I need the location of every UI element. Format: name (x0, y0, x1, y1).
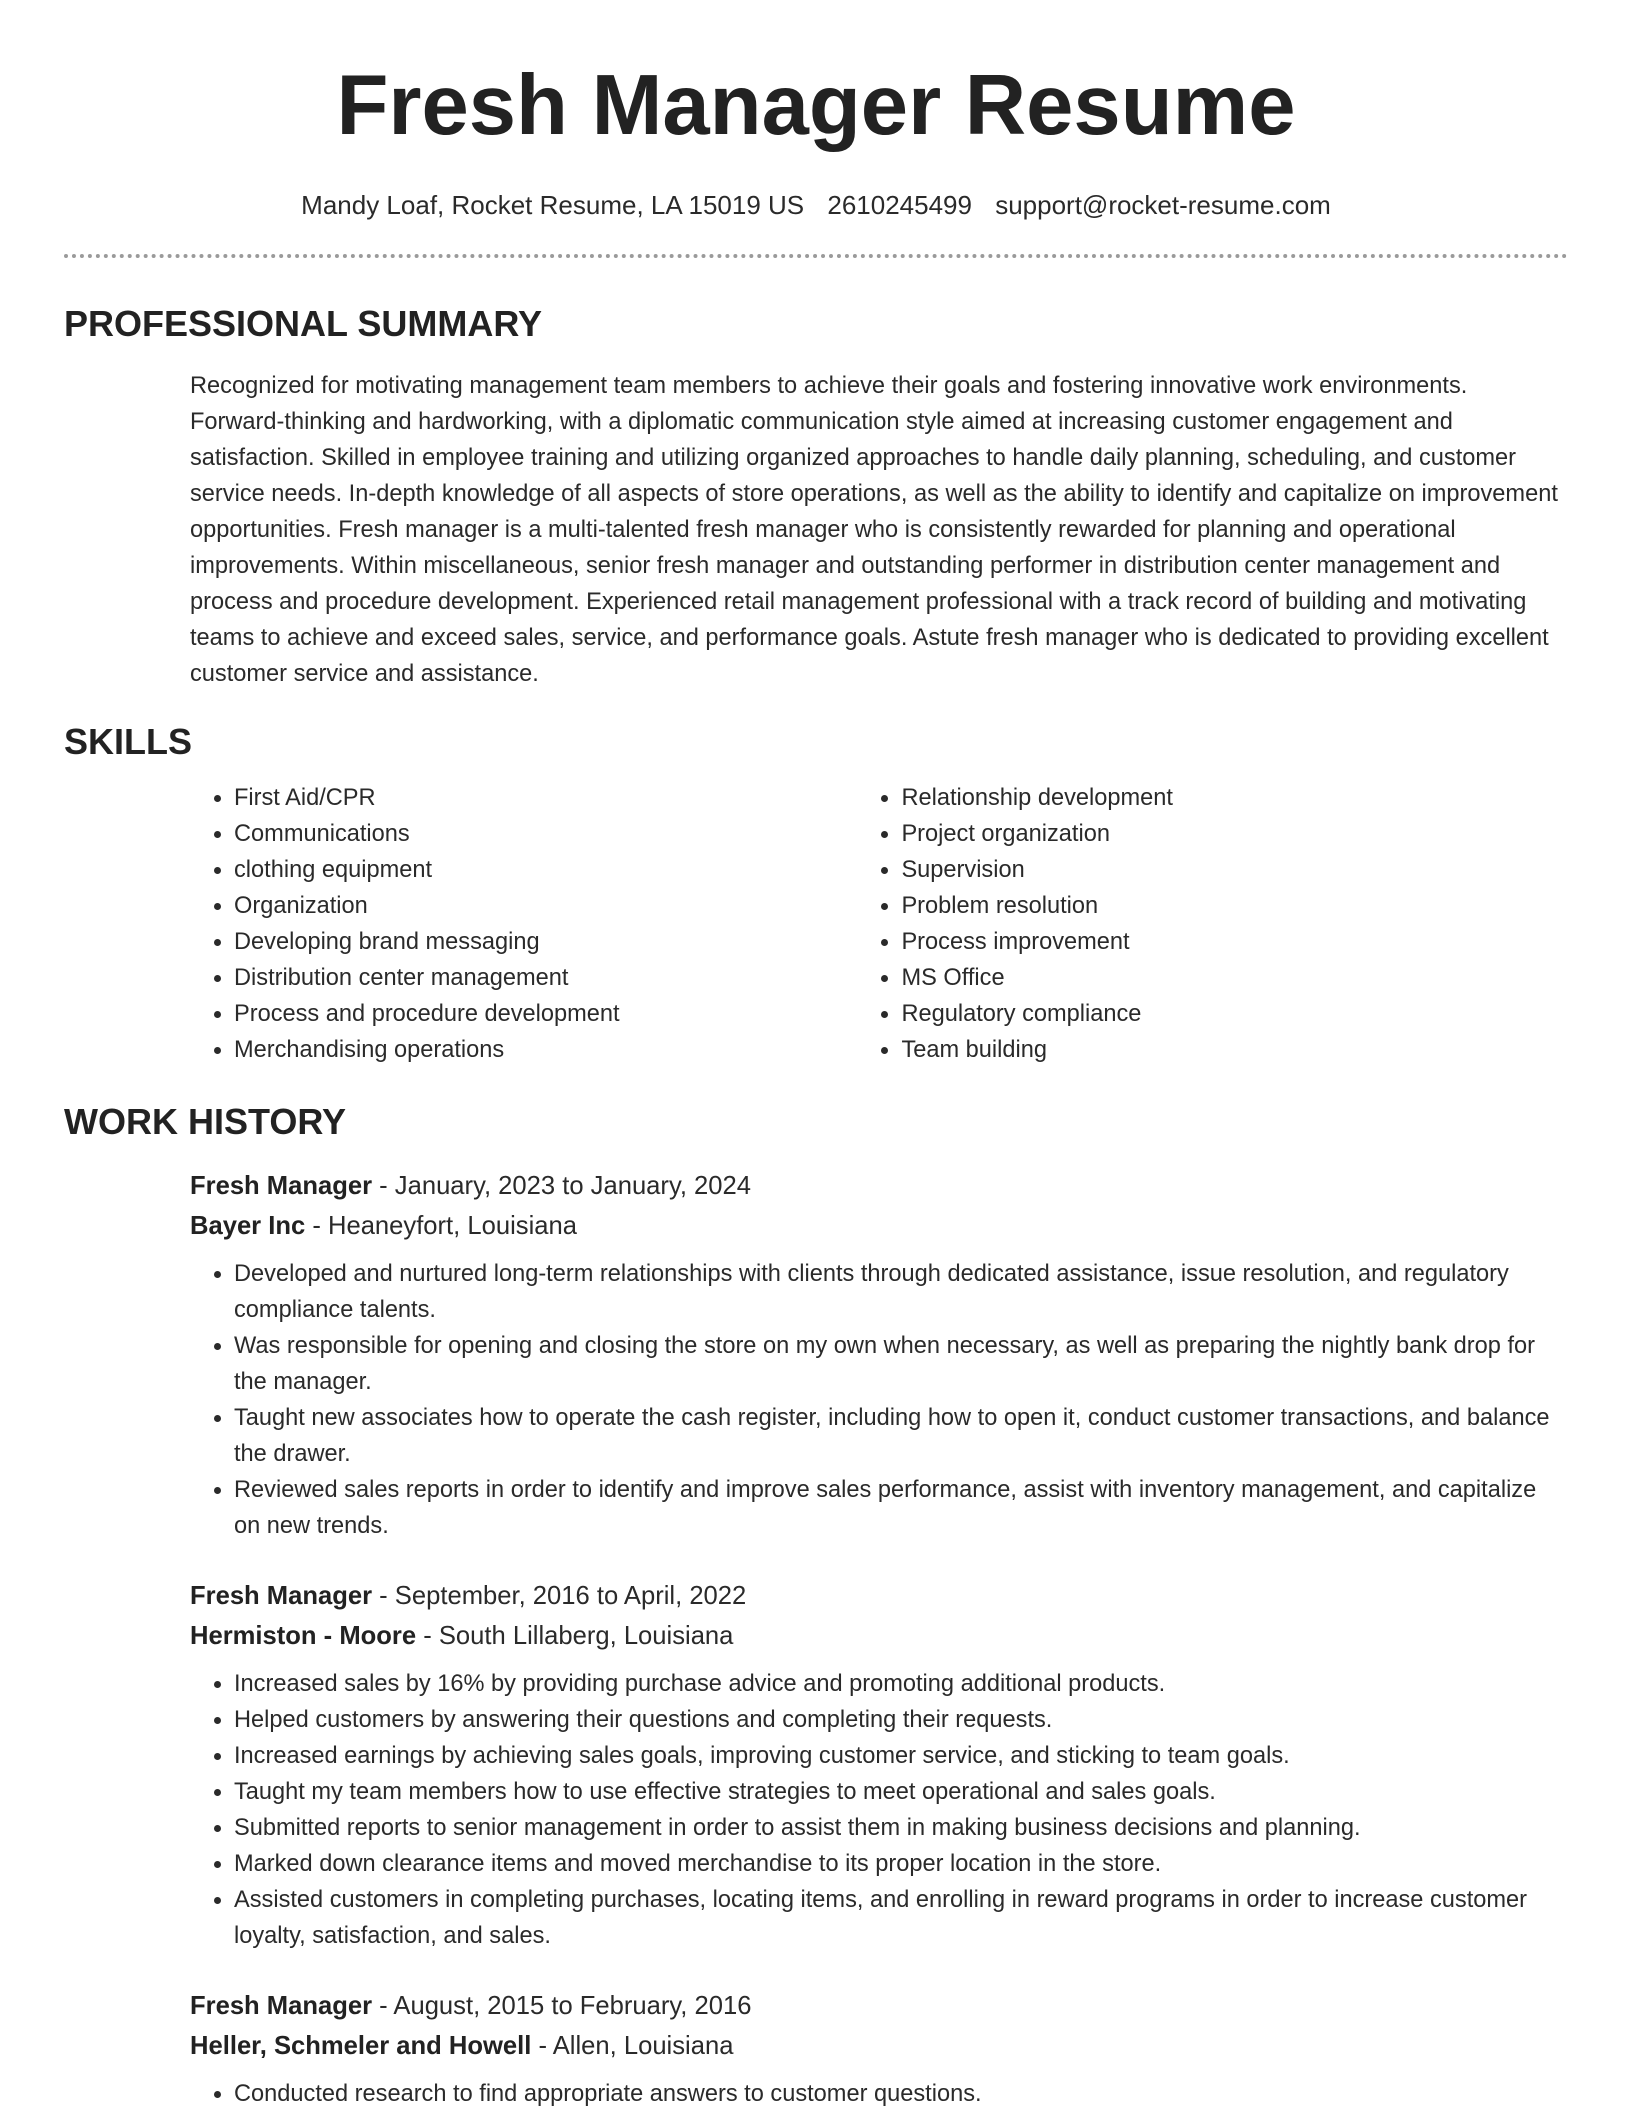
job-location: - Allen, Louisiana (531, 2032, 734, 2060)
job-dates: - January, 2023 to January, 2024 (372, 1172, 751, 1200)
job-role: Fresh Manager (190, 1582, 373, 1610)
skill-item: • Supervision (901, 852, 1568, 888)
duty-item: • Submitted reports to senior management in order to assist them in making business decisions and planning. (234, 1810, 1568, 1846)
skill-item: • Process and procedure development (234, 996, 857, 1032)
job-location: - Heaneyfort, Louisiana (305, 1212, 577, 1240)
contact-address: Mandy Loaf, Rocket Resume, LA 15019 US (301, 190, 805, 220)
duty-item: • Assisted customers in completing purchases, locating items, and enrolling in reward programs in order to increase customer loyalty, satisfaction, and sales. (234, 1882, 1568, 1954)
job-entry (190, 1986, 1568, 2112)
contact-email[interactable]: support@rocket-resume.com (995, 190, 1331, 220)
job-company: Heller, Schmeler and Howell (190, 2032, 532, 2060)
duty-item: • Increased earnings by achieving sales goals, improving customer service, and sticking to team goals. (234, 1738, 1568, 1774)
job-company-line (190, 1616, 1568, 1656)
skill-item: • Developing brand messaging (234, 924, 857, 960)
skills-list-left (190, 780, 857, 1068)
duty-item: • Taught new associates how to operate the cash register, including how to open it, conduct customer transactions, and balance the drawer. (234, 1400, 1568, 1472)
job-dates: - September, 2016 to April, 2022 (372, 1582, 747, 1610)
job-role: Fresh Manager (190, 1172, 373, 1200)
job-title-line (190, 1986, 1568, 2026)
job-dates: - August, 2015 to February, 2016 (372, 1992, 752, 2020)
duty-item: • Taught my team members how to use effective strategies to meet operational and sales goals. (234, 1774, 1568, 1810)
skill-item: • MS Office (901, 960, 1568, 996)
skill-item: • clothing equipment (234, 852, 857, 888)
duty-item: • Was responsible for opening and closing the store on my own when necessary, as well as preparing the nightly bank drop for the manager. (234, 1328, 1568, 1400)
job-company-line (190, 2026, 1568, 2066)
skills-columns (190, 780, 1568, 1068)
job-entry (190, 1576, 1568, 1954)
skill-item: • Organization (234, 888, 857, 924)
skill-item: • Process improvement (901, 924, 1568, 960)
job-entry (190, 1166, 1568, 1544)
duty-item: • Marked down clearance items and moved merchandise to its proper location in the store. (234, 1846, 1568, 1882)
skill-item: • First Aid/CPR (234, 780, 857, 816)
skill-item: • Regulatory compliance (901, 996, 1568, 1032)
summary-heading: PROFESSIONAL SUMMARY (64, 303, 543, 344)
contact-line (64, 190, 1568, 220)
skill-item: • Communications (234, 816, 857, 852)
job-duties (190, 1666, 1568, 1954)
skills-heading: SKILLS (64, 721, 193, 762)
job-company: Bayer Inc (190, 1212, 306, 1240)
resume-page (64, 0, 1568, 2112)
job-company-line (190, 1206, 1568, 1246)
skills-list-right (857, 780, 1568, 1068)
skill-item: • Relationship development (901, 780, 1568, 816)
job-duties (190, 1256, 1568, 1544)
duty-item: • Conducted research to find appropriate answers to customer questions. (234, 2076, 1568, 2112)
skill-item: • Distribution center management (234, 960, 857, 996)
contact-phone[interactable]: 2610245499 (827, 190, 972, 220)
skills-section (64, 720, 1568, 1068)
work-history-heading: WORK HISTORY (64, 1101, 347, 1142)
work-history-section (64, 1100, 1568, 2112)
job-role: Fresh Manager (190, 1992, 373, 2020)
header-divider (64, 254, 1568, 258)
duty-item: • Helped customers by answering their questions and completing their requests. (234, 1702, 1568, 1738)
summary-text: Recognized for motivating management team members to achieve their goals and fostering innovative work environments. Forward-thinking and hardworking, with a diplomatic communication style aimed at increasing customer engagement and satisfaction. Skilled in employee training and utilizing organized approaches to handle daily planning, scheduling, and customer service needs. In-depth knowledge of all aspects of store operations, as well as the ability to identify and capitalize on improvement opportunities. Fresh manager is a multi-talented fresh manager who is consistently rewarded for planning and operational improvements. Within miscellaneous, senior fresh manager and outstanding performer in distribution center management and process and procedure development. Experienced retail management professional with a track record of building and motivating teams to achieve and exceed sales, service, and performance goals. Astute fresh manager who is dedicated to providing excellent customer service and assistance. (190, 373, 1558, 687)
job-title-line (190, 1576, 1568, 1616)
skill-item: • Project organization (901, 816, 1568, 852)
job-company: Hermiston - Moore (190, 1622, 417, 1650)
job-title-line (190, 1166, 1568, 1206)
duty-item: • Reviewed sales reports in order to identify and improve sales performance, assist with inventory management, and capitalize on new trends. (234, 1472, 1568, 1544)
duty-item: • Increased sales by 16% by providing purchase advice and promoting additional products. (234, 1666, 1568, 1702)
skill-item: • Merchandising operations (234, 1032, 857, 1068)
summary-section (64, 302, 1568, 692)
job-duties (190, 2076, 1568, 2112)
duty-item: • Developed and nurtured long-term relationships with clients through dedicated assistance, issue resolution, and regulatory compliance talents. (234, 1256, 1568, 1328)
job-location: - South Lillaberg, Louisiana (416, 1622, 734, 1650)
skill-item: • Problem resolution (901, 888, 1568, 924)
resume-title: Fresh Manager Resume (336, 58, 1296, 153)
skill-item: • Team building (901, 1032, 1568, 1068)
